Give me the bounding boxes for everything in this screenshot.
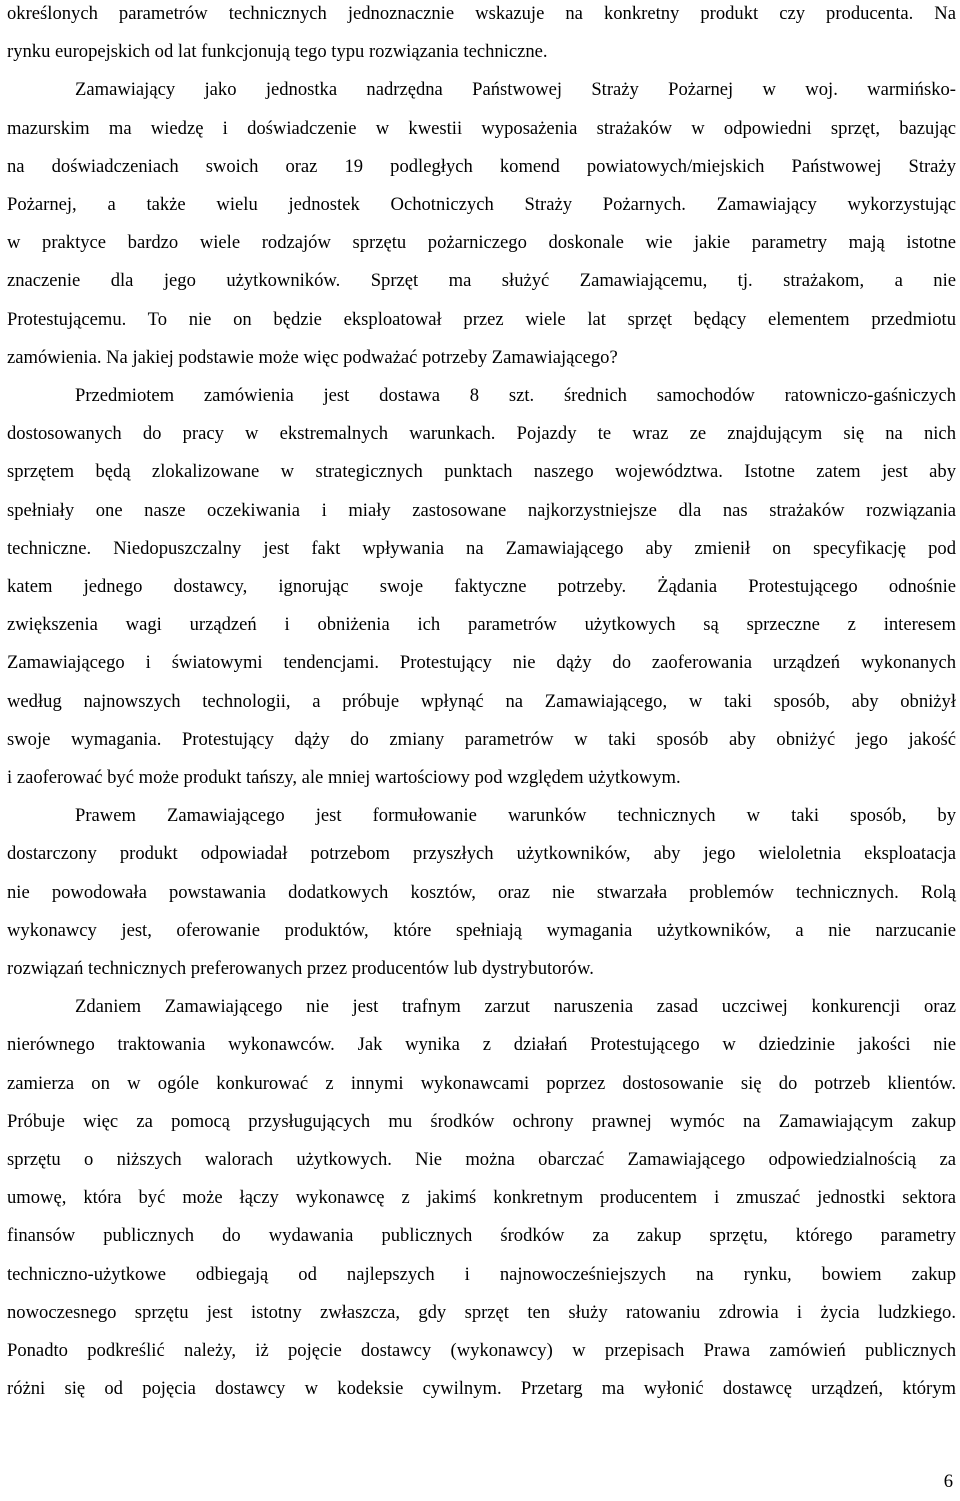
text-line: na doświadczeniach swoich oraz 19 podległych komend powiatowych/miejskich Państwowej Straży xyxy=(7,155,956,177)
text-line: nowoczesnego sprzętu jest istotny zwłaszcza, gdy sprzęt ten służy ratowaniu zdrowia i życia ludzkiego. xyxy=(7,1301,956,1323)
text-line: katem jednego dostawcy, ignorując swoje faktyczne potrzeby. Żądania Protestującego odnośnie xyxy=(7,576,956,597)
text-line: sprzętu o niższych walorach użytkowych. Nie można obarczać Zamawiającego odpowiedzialnością za xyxy=(7,1149,956,1170)
text-line: w praktyce bardzo wiele rodzajów sprzętu pożarniczego doskonale wie jakie parametry mają istotne xyxy=(7,232,956,254)
text-line: dostosowanych do pracy w ekstremalnych warunkach. Pojazdy te wraz ze znajdującym się na nich xyxy=(7,423,956,445)
text-line: określonych parametrów technicznych jednoznacznie wskazuje na konkretny produkt czy producenta. Na xyxy=(7,3,956,24)
text-line: swoje wymagania. Protestujący dąży do zmiany parametrów w taki sposób aby obniżyć jego jakość xyxy=(7,728,956,750)
text-line: nie powodowała powstawania dodatkowych kosztów, oraz nie stwarzała problemów technicznych. Rolą xyxy=(7,881,956,903)
text-line: zamówienia. Na jakiej podstawie może więc podważać potrzeby Zamawiającego? xyxy=(7,346,618,368)
text-line: dostarczony produkt odpowiadał potrzebom przyszłych użytkowników, aby jego wieloletnia eksploatacja xyxy=(7,843,956,865)
text-line: według najnowszych technologii, a próbuje wpłynąć na Zamawiającego, w taki sposób, aby obniżył xyxy=(7,690,956,712)
text-line: Zdaniem Zamawiającego nie jest trafnym zarzut naruszenia zasad uczciwej konkurencji oraz xyxy=(75,996,956,1018)
text-line: Pożarnej, a także wielu jednostek Ochotniczych Straży Pożarnych. Zamawiający wykorzystując xyxy=(7,194,956,215)
text-line: umowę, która być może łączy wykonawcę z jakimś konkretnym producentem i zmuszać jednostki sektora xyxy=(7,1187,956,1209)
text-line: sprzętem będą zlokalizowane w strategicznych punktach naszego województwa. Istotne zatem jest aby xyxy=(7,461,956,483)
text-line: Próbuje więc za pomocą przysługujących mu środków ochrony prawnej wymóc na Zamawiającym zakup xyxy=(7,1110,956,1132)
text-line: Przedmiotem zamówienia jest dostawa 8 szt. średnich samochodów ratowniczo-gaśniczych xyxy=(75,385,956,406)
page-number: 6 xyxy=(943,1471,953,1492)
text-line: zamierza on w ogóle konkurować z innymi wykonawcami poprzez dostosowanie się do potrzeb klientów. xyxy=(7,1072,956,1094)
text-line: rynku europejskich od lat funkcjonują tego typu rozwiązania techniczne. xyxy=(7,41,548,63)
text-line: znaczenie dla jego użytkowników. Sprzęt ma służyć Zamawiającemu, tj. strażakom, a nie xyxy=(7,270,956,292)
text-line: spełniały one nasze oczekiwania i miały zastosowane najkorzystniejsze dla nas strażaków rozwiązania xyxy=(7,499,956,521)
text-line: Prawem Zamawiającego jest formułowanie warunków technicznych w taki sposób, by xyxy=(75,805,956,827)
text-line: wykonawcy jest, oferowanie produktów, które spełniają wymagania użytkowników, a nie narzucanie xyxy=(7,919,956,941)
text-line: różni się od pojęcia dostawcy w kodeksie cywilnym. Przetarg ma wyłonić dostawcę urządzeń, którym xyxy=(7,1378,956,1400)
text-line: Zamawiający jako jednostka nadrzędna Państwowej Straży Pożarnej w woj. warmińsko- xyxy=(75,79,956,101)
text-line: techniczno-użytkowe odbiegają od najlepszych i najnowocześniejszych na rynku, bowiem zakup xyxy=(7,1263,956,1285)
text-line: i zaoferować być może produkt tańszy, ale mniej wartościowy pod względem użytkowym. xyxy=(7,767,681,788)
text-line: finansów publicznych do wydawania publicznych środków za zakup sprzętu, którego parametry xyxy=(7,1225,956,1247)
text-line: Ponadto podkreślić należy, iż pojęcie dostawcy (wykonawcy) w przepisach Prawa zamówień publicznych xyxy=(7,1340,956,1361)
text-line: mazurskim ma wiedzę i doświadczenie w kwestii wyposażenia strażaków w odpowiedni sprzęt, bazując xyxy=(7,117,956,139)
text-line: Protestującemu. To nie on będzie eksploatował przez wiele lat sprzęt będący elementem przedmiotu xyxy=(7,308,956,330)
text-line: zwiększenia wagi urządzeń i obniżenia ich parametrów użytkowych są sprzeczne z interesem xyxy=(7,614,956,636)
text-line: techniczne. Niedopuszczalny jest fakt wpływania na Zamawiającego aby zmienił on specyfikację pod xyxy=(7,537,956,559)
text-line: Zamawiającego i światowymi tendencjami. Protestujący nie dąży do zaoferowania urządzeń wykonanych xyxy=(7,652,956,674)
text-line: nierównego traktowania wykonawców. Jak wynika z działań Protestującego w dziedzinie jakości nie xyxy=(7,1034,956,1056)
text-line: rozwiązań technicznych preferowanych przez producentów lub dystrybutorów. xyxy=(7,958,594,979)
